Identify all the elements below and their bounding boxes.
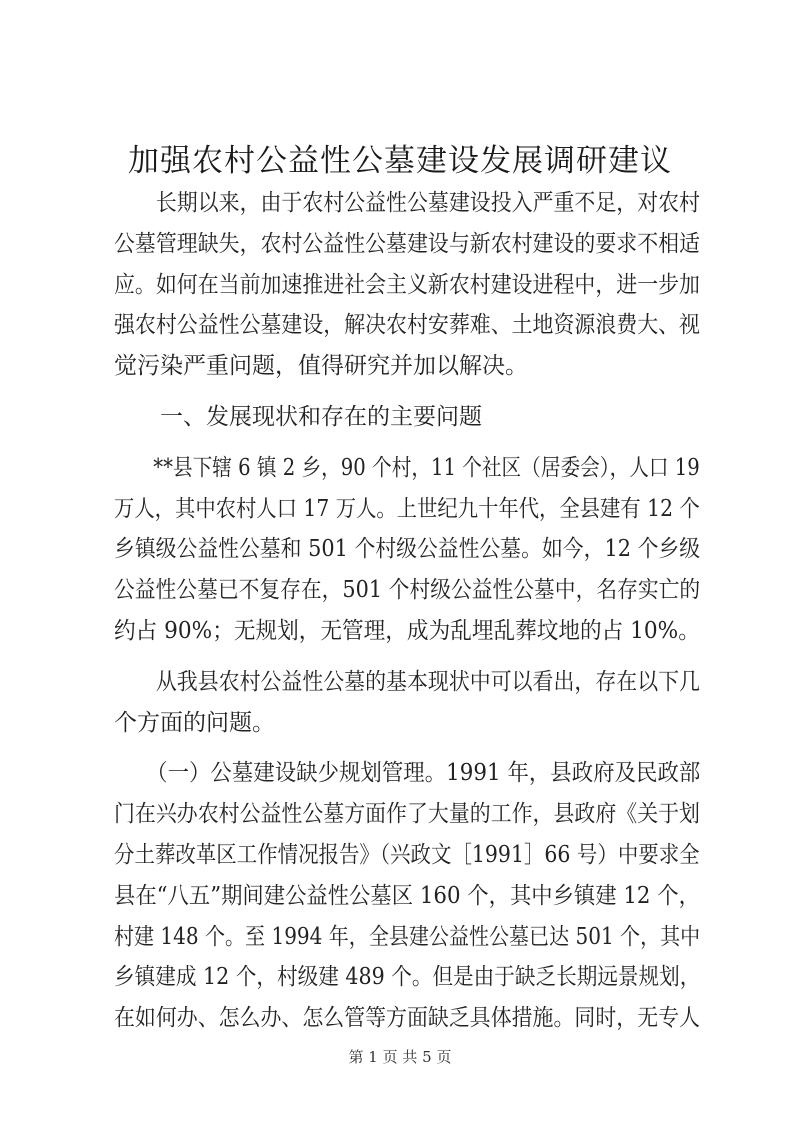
- text-line: 觉污染严重问题，值得研究并加以解决。: [114, 353, 528, 380]
- paragraph: [114, 662, 700, 744]
- text-line: 村建 148 个。至 1994 年，全县建公益性公墓已达 501 个，其中: [114, 923, 701, 950]
- text-line: 应。如何在当前加速推进社会主义新农村建设进程中，进一步加: [114, 271, 700, 298]
- paragraph: [114, 183, 700, 387]
- text-line: 门在兴办农村公益性公墓方面作了大量的工作，县政府《关于划: [114, 801, 700, 828]
- text-line: 乡镇级公益性公墓和 501 个村级公益性公墓。如今，12 个乡级: [114, 536, 701, 563]
- text-line: （一）公墓建设缺少规划管理。1991 年，县政府及民政部: [114, 760, 701, 787]
- paragraph: [114, 397, 700, 438]
- text-line: 分土葬改革区工作情况报告》（兴政文［1991］66 号）中要求全: [114, 841, 700, 868]
- paragraph-gap: [114, 743, 700, 753]
- text-line: 一、发展现状和存在的主要问题: [114, 403, 482, 430]
- text-line: 在如何办、怎么办、怎么管等方面缺乏具体措施。同时，无专人: [114, 1005, 700, 1032]
- paragraph: [114, 448, 700, 652]
- text-line: 县在“八五”期间建公益性公墓区 160 个，其中乡镇建 12 个，: [114, 882, 700, 909]
- text-line: 强农村公益性公墓建设，解决农村安葬难、土地资源浪费大、视: [114, 312, 700, 339]
- text-line: 约占 90%；无规划，无管理，成为乱埋乱葬坟地的占 10%。: [114, 617, 700, 644]
- paragraph: [114, 753, 700, 1039]
- text-line: 长期以来，由于农村公益性公墓建设投入严重不足，对农村: [114, 190, 700, 216]
- text-line: 万人，其中农村人口 17 万人。上世纪九十年代，全县建有 12 个: [114, 495, 700, 522]
- text-line: 公益性公墓已不复存在，501 个村级公益性公墓中，名存实亡的: [114, 577, 701, 604]
- text-line: 个方面的问题。: [114, 709, 275, 736]
- text-line: **县下辖 6 镇 2 乡，90 个村，11 个社区（居委会），人口 19: [114, 454, 700, 481]
- paragraph-gap: [114, 438, 700, 448]
- text-line: 从我县农村公益性公墓的基本现状中可以看出，存在以下几: [114, 668, 700, 695]
- text-line: 乡镇建成 12 个，村级建 489 个。但是由于缺乏长期远景规划，: [114, 964, 701, 991]
- paragraph-gap: [114, 652, 700, 662]
- page-footer: 第 1 页 共 5 页: [348, 1048, 452, 1066]
- paragraph-gap: [114, 387, 700, 397]
- text-line: 公墓管理缺失，农村公益性公墓建设与新农村建设的要求不相适: [114, 230, 700, 257]
- document-title: 加强农村公益性公墓建设发展调研建议: [128, 143, 672, 179]
- document-body: [114, 183, 700, 1039]
